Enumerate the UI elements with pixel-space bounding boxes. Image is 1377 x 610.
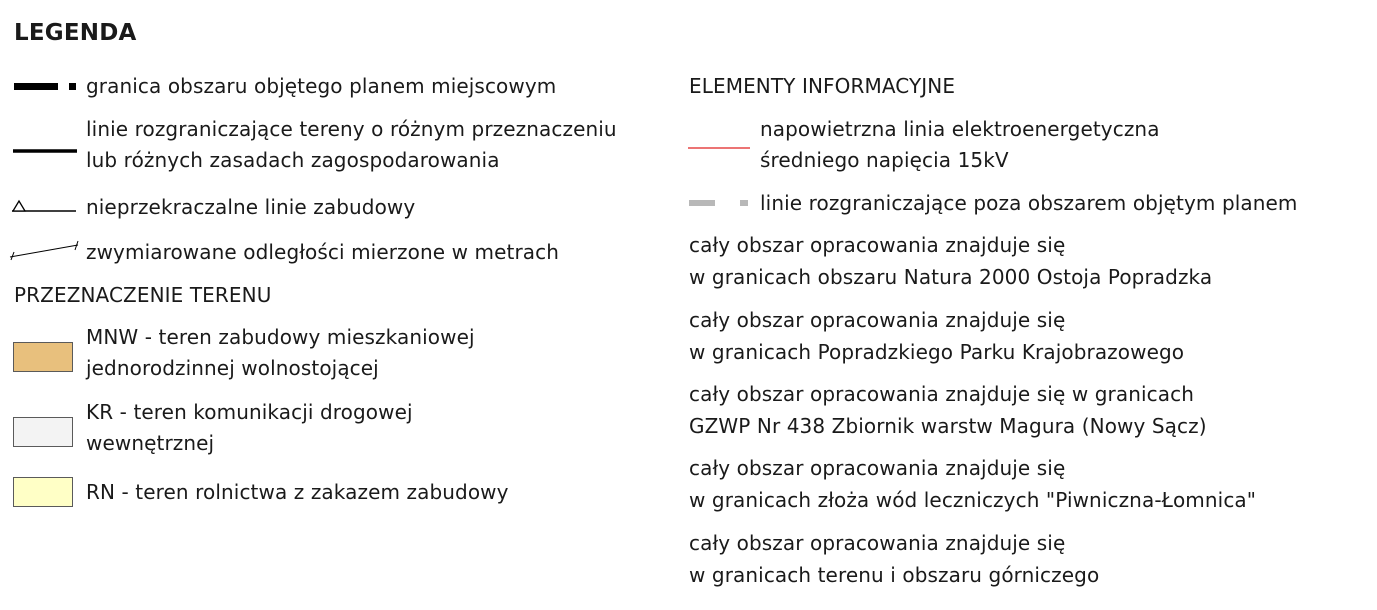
info-note-line: cały obszar opracowania znajduje się — [689, 456, 1066, 480]
mnw-color-swatch — [13, 342, 73, 372]
legend-line-label: linie rozgraniczające tereny o różnym przeznaczeniu — [86, 117, 617, 141]
land-use-label: MNW - teren zabudowy mieszkaniowej — [86, 325, 475, 349]
land-use-label: wewnętrznej — [86, 431, 215, 455]
info-note-line: w granicach obszaru Natura 2000 Ostoja Popradzka — [689, 265, 1213, 289]
dimension-line-icon — [8, 240, 80, 262]
info-note-line: cały obszar opracowania znajduje się — [689, 308, 1066, 332]
legend-line-label: lub różnych zasadach zagospodarowania — [86, 148, 500, 172]
info-line-label: średniego napięcia 15kV — [760, 148, 1009, 172]
kr-color-swatch — [13, 417, 73, 447]
red-line-icon — [688, 144, 750, 152]
legend-line-label: zwymiarowane odległości mierzone w metrach — [86, 240, 560, 264]
legend-line-label: nieprzekraczalne linie zabudowy — [86, 195, 416, 219]
info-line-label: napowietrzna linia elektroenergetyczna — [760, 117, 1160, 141]
info-note-line: cały obszar opracowania znajduje się — [689, 531, 1066, 555]
land-use-label: jednorodzinnej wolnostojącej — [86, 356, 379, 380]
grey-dashed-line-icon — [688, 198, 750, 210]
info-note-line: GZWP Nr 438 Zbiornik warstw Magura (Nowy Sącz) — [689, 414, 1207, 438]
info-note-line: w granicach złoża wód leczniczych "Piwniczna-Łomnica" — [689, 488, 1257, 512]
info-note-line: w granicach terenu i obszaru górniczego — [689, 563, 1100, 587]
triangle-line-icon — [10, 198, 78, 216]
legend-title: LEGENDA — [14, 20, 137, 46]
rn-color-swatch — [13, 477, 73, 507]
info-note-line: cały obszar opracowania znajduje się — [689, 233, 1066, 257]
info-line-label: linie rozgraniczające poza obszarem objętym planem — [760, 191, 1298, 215]
info-note-line: w granicach Popradzkiego Parku Krajobrazowego — [689, 340, 1185, 364]
info-note-line: cały obszar opracowania znajduje się w granicach — [689, 382, 1194, 406]
legend-line-label: granica obszaru objętego planem miejscowym — [86, 74, 557, 98]
section-heading-przeznaczenie: PRZEZNACZENIE TERENU — [14, 283, 272, 307]
section-heading-informacyjne: ELEMENTY INFORMACYJNE — [689, 74, 956, 98]
solid-black-line-icon — [12, 144, 78, 158]
land-use-label: KR - teren komunikacji drogowej — [86, 400, 413, 424]
thick-dashed-black-line-icon — [12, 80, 78, 94]
land-use-label: RN - teren rolnictwa z zakazem zabudowy — [86, 480, 509, 504]
